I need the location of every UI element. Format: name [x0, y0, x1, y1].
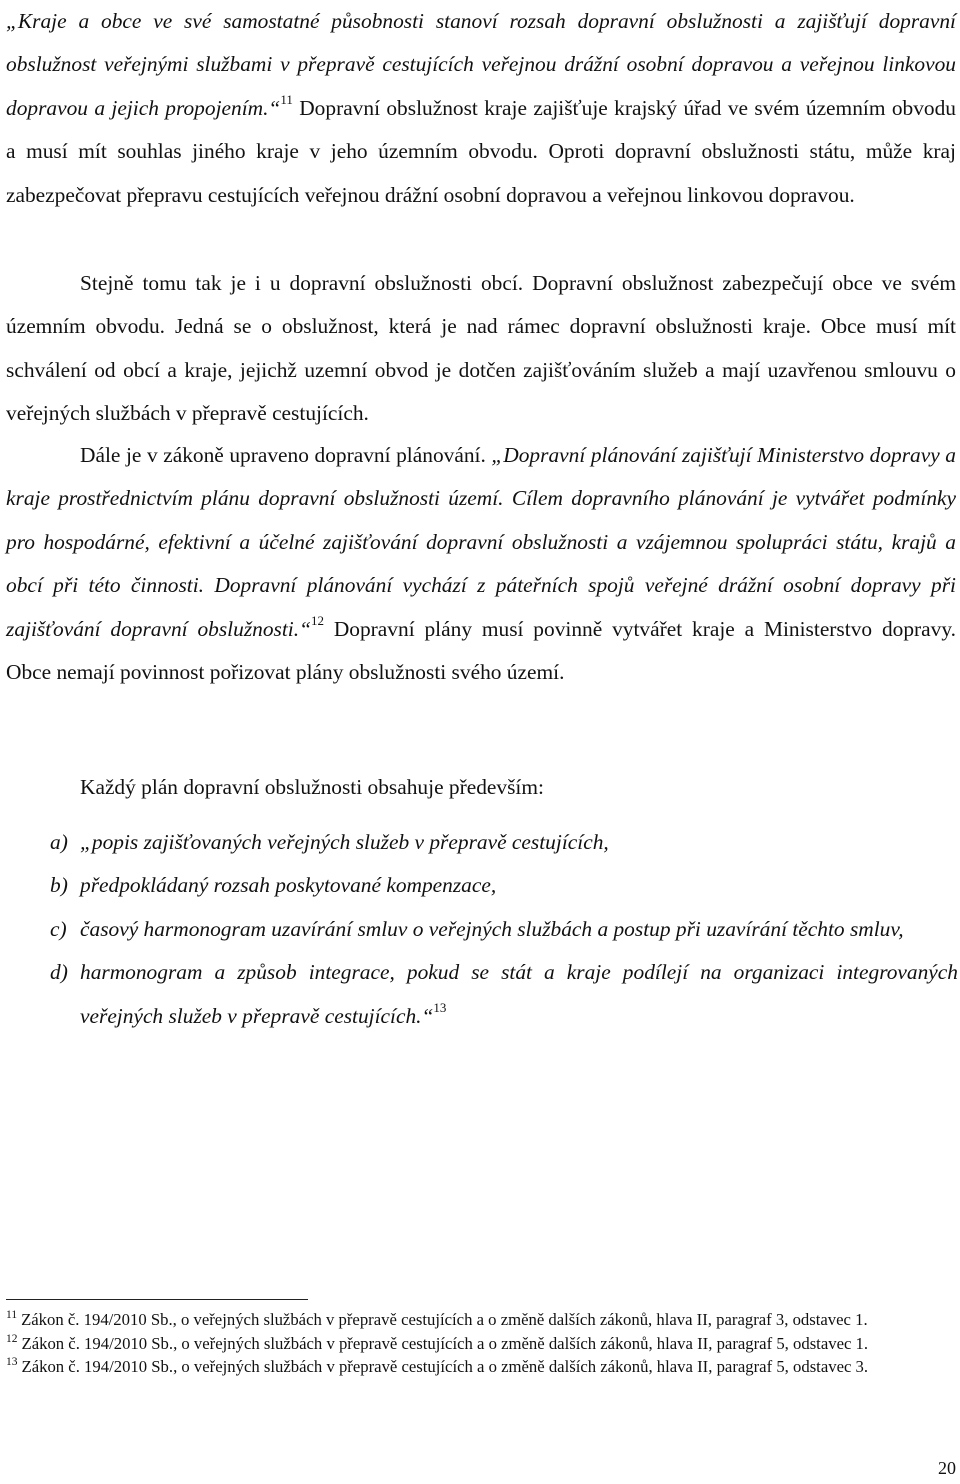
footnote-divider [6, 1299, 308, 1300]
list-item [0, 864, 958, 907]
list-item-text: časový harmonogram uzavírání smluv o veřejných službách a postup při uzavírání těchto smluv, [80, 916, 904, 941]
paragraph-text: Dopravní plány musí povinně vytvářet kraje a Ministerstvo dopravy. Obce nemají povinnost pořizovat plány obslužnosti svého území. [6, 616, 956, 685]
paragraph-county-service [6, 0, 956, 217]
footnote-number: 13 [6, 1356, 18, 1368]
list-marker: a) [50, 830, 68, 854]
footnote [6, 1308, 956, 1332]
footnote-ref: 13 [433, 999, 447, 1015]
footnote-text: Zákon č. 194/2010 Sb., o veřejných službách v přepravě cestujících a o změně dalších zákonů, hlava II, paragraf 3, odstavec 1. [21, 1310, 868, 1329]
paragraph-municipal-service [6, 262, 956, 436]
plan-contents-list [0, 821, 960, 1038]
list-item [0, 821, 958, 864]
footnote-text: Zákon č. 194/2010 Sb., o veřejných službách v přepravě cestujících a o změně dalších zákonů, hlava II, paragraf 5, odstavec 3. [21, 1357, 869, 1376]
law-quote: „Kraje a obce ve své samostatné působnosti stanoví rozsah dopravní obslužnosti a zajišťují dopravní obslužnost veřejnými službami v přepravě cestujících veřejnou drážní osobní dopravou a veřejnou linkovou dopravou a jejich propojením.“ [6, 9, 956, 120]
paragraph-text: Dopravní obslužnost kraje zajišťuje krajský úřad ve svém územním obvodu a musí mít souhlas jiného kraje v jeho územním obvodu. Oproti dopravní obslužnosti státu, může kraj zabezpečovat přepravu cestujících veřejnou drážní osobní dopravou a veřejnou linkovou dopravou. [6, 95, 956, 207]
paragraph-text: Stejně tomu tak je i u dopravní obslužnosti obcí. Dopravní obslužnost zabezpečují obce ve svém územním obvodu. Jedná se o obslužnost, která je nad rámec dopravní obslužnosti kraje. Obce musí mít schválení od obcí a kraje, jejichž uzemní obvod je dotčen zajišťováním služeb a mají uzavřenou smlouvu o veřejných službách v přepravě cestujících. [6, 271, 956, 426]
law-quote: „Dopravní plánování zajišťují Ministerstvo dopravy a kraje prostřednictvím plánu dopravní obslužnosti území. Cílem dopravního plánování je vytvářet podmínky pro hospodárné, efektivní a účelné zajišťování dopravní obslužnosti a vzájemnou spolupráci státu, krajů a obcí při této činnosti. Dopravní plánování vychází z páteřních spojů veřejné drážní osobní dopravy při zajišťování dopravní obslužnosti.“ [6, 443, 956, 641]
footnote [6, 1332, 956, 1356]
list-marker: d) [50, 960, 68, 985]
list-item-text: „popis zajišťovaných veřejných služeb v přepravě cestujících, [80, 830, 609, 854]
page-number: 20 [938, 1458, 956, 1478]
list-item [0, 908, 958, 951]
footnote-number: 11 [6, 1309, 18, 1321]
footnote-text: Zákon č. 194/2010 Sb., o veřejných službách v přepravě cestujících a o změně dalších zákonů, hlava II, paragraf 5, odstavec 1. [21, 1333, 869, 1353]
list-intro: Každý plán dopravní obslužnosti obsahuje především: [80, 775, 544, 799]
list-marker: b) [50, 873, 68, 898]
footnote [6, 1355, 956, 1379]
footnote-ref: 12 [311, 612, 324, 628]
footnote-number: 12 [6, 1332, 18, 1345]
footnotes [6, 1308, 956, 1379]
list-item-text: harmonogram a způsob integrace, pokud se stát a kraje podílejí na organizaci integrovaných veřejných služeb v přepravě cestujících.“ [80, 960, 958, 1028]
list-item [0, 951, 958, 1038]
paragraph-transport-planning [6, 434, 956, 694]
list-marker: c) [50, 916, 67, 941]
footnote-ref: 11 [280, 91, 293, 107]
paragraph-lead: Dále je v zákoně upraveno dopravní plánování. [80, 443, 492, 467]
list-item-text: předpokládaný rozsah poskytované kompenzace, [80, 873, 497, 898]
